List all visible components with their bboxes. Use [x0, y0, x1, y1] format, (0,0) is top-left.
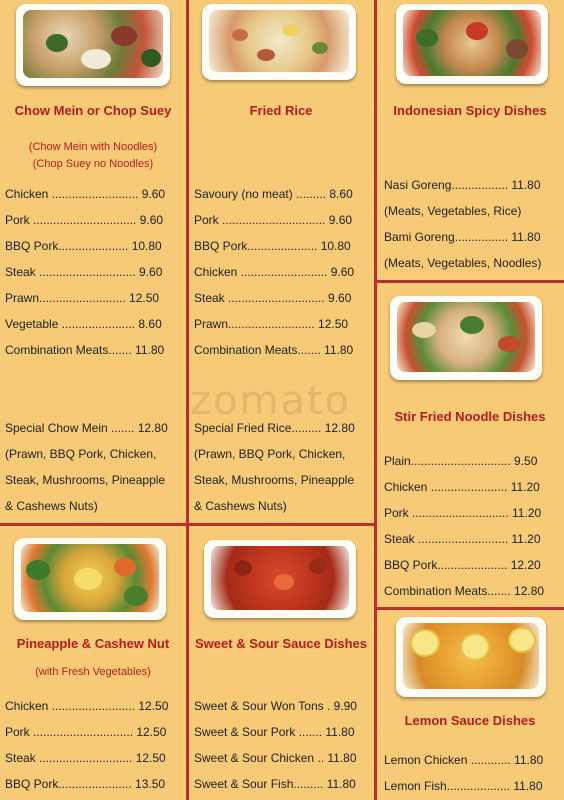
- menu-item: Bami Goreng................ 11.80: [384, 230, 541, 244]
- menu-item: Lemon Chicken ............ 11.80: [384, 753, 544, 767]
- chow-mein-subtitle-2: (Chop Suey no Noodles): [32, 158, 154, 170]
- menu-item: Prawn.......................... 12.50: [5, 291, 160, 305]
- row-divider-right-2: [374, 607, 564, 610]
- menu-item: Steak ............................. 9.60: [194, 291, 352, 305]
- stir-fried-noodle-photo: [390, 296, 542, 380]
- menu-item: Steak ........................... 11.20: [384, 532, 541, 546]
- menu-item: Combination Meats....... 11.80: [5, 343, 165, 357]
- menu-item: Chicken .......................... 9.60: [194, 265, 355, 279]
- menu-item: Sweet & Sour Chicken .. 11.80: [194, 751, 357, 765]
- menu-item: Prawn.......................... 12.50: [194, 317, 349, 331]
- menu-item: Chicken ....................... 11.20: [384, 480, 540, 494]
- menu-item: Pork .............................. 12.50: [5, 725, 167, 739]
- sweet-sour-photo: [204, 540, 356, 618]
- special-item: Special Fried Rice......... 12.80: [194, 421, 355, 435]
- menu-item-description: (Meats, Vegetables, Rice): [384, 204, 522, 218]
- menu-item: BBQ Pork..................... 12.20: [384, 558, 541, 572]
- menu-item: Vegetable ...................... 8.60: [5, 317, 162, 331]
- menu-item: Sweet & Sour Pork ....... 11.80: [194, 725, 355, 739]
- row-divider-left: [0, 523, 374, 526]
- column-divider-1: [186, 0, 189, 800]
- column-divider-2: [374, 0, 377, 800]
- lemon-sauce-photo: [396, 617, 546, 697]
- indonesian-photo: [396, 4, 548, 84]
- pineapple-cashew-title: Pineapple & Cashew Nut: [16, 636, 170, 651]
- special-description: Steak, Mushrooms, Pineapple: [194, 473, 355, 487]
- menu-item: Nasi Goreng................. 11.80: [384, 178, 541, 192]
- menu-item: Combination Meats....... 12.80: [384, 584, 545, 598]
- menu-item: Pork ............................... 9.60: [194, 213, 353, 227]
- menu-item-description: (Meats, Vegetables, Noodles): [384, 256, 542, 270]
- menu-item: Steak ............................. 9.60: [5, 265, 163, 279]
- fried-rice-photo: [202, 4, 356, 80]
- pineapple-cashew-photo: [14, 538, 166, 620]
- lemon-sauce-title: Lemon Sauce Dishes: [404, 713, 536, 728]
- menu-item: Pork ............................. 11.20: [384, 506, 542, 520]
- menu-item: Chicken ......................... 12.50: [5, 699, 169, 713]
- indonesian-title: Indonesian Spicy Dishes: [393, 103, 547, 118]
- special-item: Special Chow Mein ....... 12.80: [5, 421, 168, 435]
- menu-item: Steak ............................ 12.50: [5, 751, 166, 765]
- menu-item: Savoury (no meat) ......... 8.60: [194, 187, 353, 201]
- menu-item: BBQ Pork..................... 10.80: [194, 239, 351, 253]
- special-description: & Cashews Nuts): [194, 499, 287, 513]
- menu-item: Sweet & Sour Fish......... 11.80: [194, 777, 356, 791]
- sweet-sour-title: Sweet & Sour Sauce Dishes: [195, 636, 367, 651]
- menu-item: Sweet & Sour Won Tons . 9.90: [194, 699, 357, 713]
- watermark: zomato: [190, 378, 352, 424]
- stir-fried-noodle-title: Stir Fried Noodle Dishes: [394, 409, 546, 424]
- menu-item: BBQ Pork..................... 10.80: [5, 239, 162, 253]
- special-description: (Prawn, BBQ Pork, Chicken,: [5, 447, 157, 461]
- menu-item: Chicken .......................... 9.60: [5, 187, 166, 201]
- chow-mein-subtitle-1: (Chow Mein with Noodles): [28, 141, 158, 153]
- menu-item: Plain.............................. 9.50: [384, 454, 538, 468]
- fried-rice-title: Fried Rice: [249, 103, 313, 118]
- pineapple-cashew-subtitle: (with Fresh Vegetables): [35, 666, 151, 678]
- chow-mein-title: Chow Mein or Chop Suey: [14, 103, 172, 118]
- row-divider-right-1: [374, 280, 564, 283]
- menu-item: Lemon Fish................... 11.80: [384, 779, 543, 793]
- special-description: & Cashews Nuts): [5, 499, 98, 513]
- menu-item: Combination Meats....... 11.80: [194, 343, 354, 357]
- chow-mein-photo: [16, 4, 170, 86]
- menu-item: BBQ Pork...................... 13.50: [5, 777, 166, 791]
- special-description: (Prawn, BBQ Pork, Chicken,: [194, 447, 346, 461]
- menu-item: Pork ............................... 9.60: [5, 213, 164, 227]
- special-description: Steak, Mushrooms, Pineapple: [5, 473, 166, 487]
